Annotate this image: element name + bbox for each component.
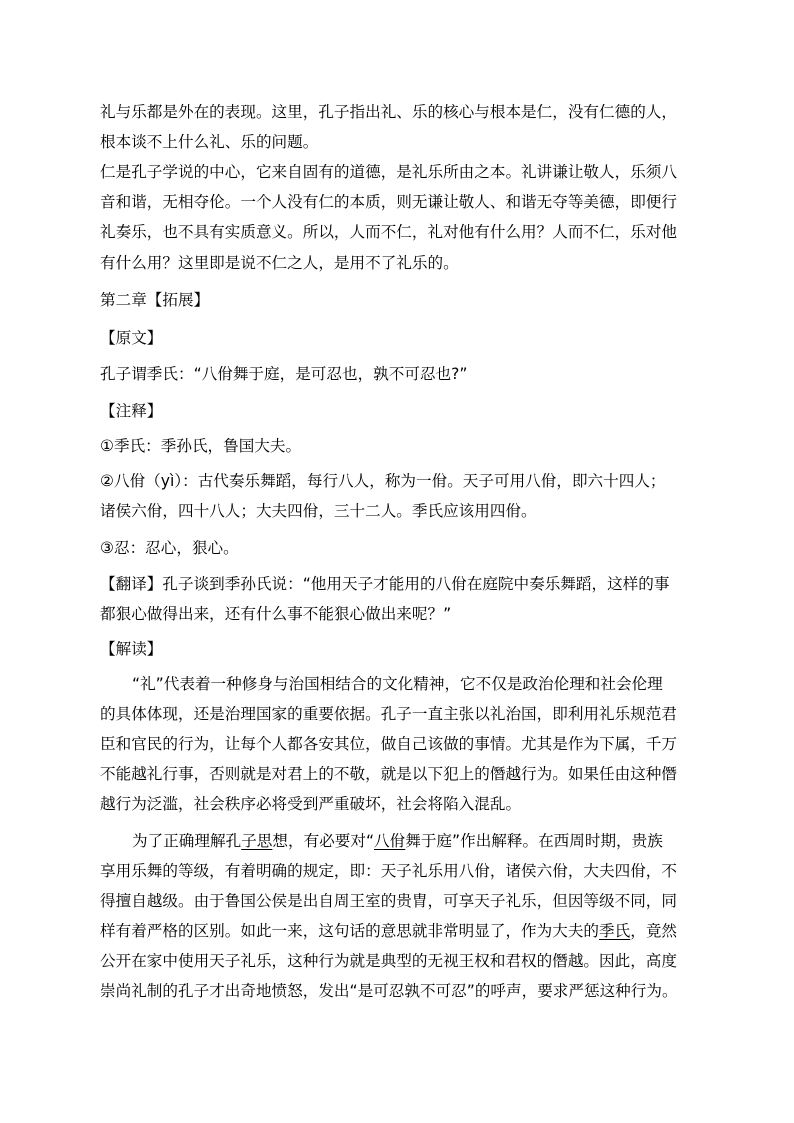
interpretation-line: 得擅自越级。由于鲁国公侯是出自周王室的贵胄，可享天子礼乐，但因等级不同，同 (100, 892, 677, 910)
interpretation-line: 享用乐舞的等级，有着明确的规定，即：天子礼乐用八佾，诸侯六佾，大夫四佾，不 (100, 862, 677, 880)
interpretation-line: 公开在家中使用天子礼乐，这种行为就是典型的无视王权和君权的僭越。因此，高度 (100, 952, 677, 970)
note-item: 诸侯六佾，四十八人；大夫四佾，三十二人。季氏应该用四佾。 (100, 502, 537, 520)
translation-line: 【翻译】孔子谈到季孙氏说：“他用天子才能用的八佾在庭院中奏乐舞蹈，这样的事 (100, 575, 670, 593)
translation-line: 都狠心做得出来，还有什么事不能狠心做出来呢？” (100, 605, 452, 623)
text-span: 舞于庭”作出解释。在西周时期，贵族 (405, 832, 663, 850)
interpretation-line: 不能越礼行事，否则就是对君上的不敬，就是以下犯上的僭越行为。如果任由这种僭 (100, 765, 677, 783)
paragraph-line: 仁是孔子学说的中心，它来自固有的道德，是礼乐所由之本。礼讲谦让敬人，乐须八 (100, 163, 677, 181)
note-item: ①季氏：季孙氏，鲁国大夫。 (100, 437, 302, 455)
underlined-term: 八佾 (374, 832, 406, 850)
text-span: 为了正确理解孔 (132, 832, 242, 850)
interpretation-line: 臣和官民的行为，让每个人都各安其位，做自己该做的事情。尤其是作为下属，千万 (100, 735, 677, 753)
paragraph-line: 有什么用？这里即是说不仁之人，是用不了礼乐的。 (100, 254, 459, 272)
underlined-term: 子思 (241, 832, 273, 850)
interpretation-line (100, 920, 677, 942)
paragraph-line: 音和谐，无相夺伦。一个人没有仁的本质，则无谦让敬人、和谐无夺等美德，即便行 (100, 193, 677, 211)
note-item: ③忍：忍心，狠心。 (100, 539, 239, 557)
interpretation-line: “礼”代表着一种修身与治国相结合的文化精神，它不仅是政治伦理和社会伦理 (132, 675, 663, 693)
text-span: ，竟然 (630, 922, 678, 940)
notes-label: 【注释】 (100, 402, 163, 420)
underlined-term: 季氏 (599, 922, 631, 940)
text-span: 想，有必要对“ (272, 832, 375, 850)
original-label: 【原文】 (100, 329, 163, 347)
original-text: 孔子谓季氏：“八佾舞于庭，是可忍也，孰不可忍也?” (100, 365, 468, 383)
interpretation-line (132, 830, 663, 852)
paragraph-line: 根本谈不上什么礼、乐的问题。 (100, 133, 319, 151)
note-item: ②八佾（yì）：古代奏乐舞蹈，每行八人，称为一佾。天子可用八佾，即六十四人； (100, 472, 666, 490)
interpretation-line: 越行为泛滥，社会秩序必将受到严重破坏，社会将陷入混乱。 (100, 795, 522, 813)
interpretation-line: 崇尚礼制的孔子才出奇地愤怒，发出“是可忍孰不可忍”的呼声，要求严惩这种行为。 (100, 982, 678, 1000)
paragraph-line: 礼与乐都是外在的表现。这里，孔子指出礼、乐的核心与根本是仁，没有仁德的人， (100, 103, 677, 121)
interpretation-label: 【解读】 (100, 640, 163, 658)
interpretation-line: 的具体体现，还是治理国家的重要依据。孔子一直主张以礼治国，即利用礼乐规范君 (100, 705, 677, 723)
text-span: 样有着严格的区别。如此一来，这句话的意思就非常明显了，作为大夫的 (100, 922, 600, 940)
paragraph-line: 礼奏乐，也不具有实质意义。所以，人而不仁，礼对他有什么用？人而不仁，乐对他 (100, 223, 677, 241)
chapter-heading: 第二章【拓展】 (100, 291, 210, 309)
